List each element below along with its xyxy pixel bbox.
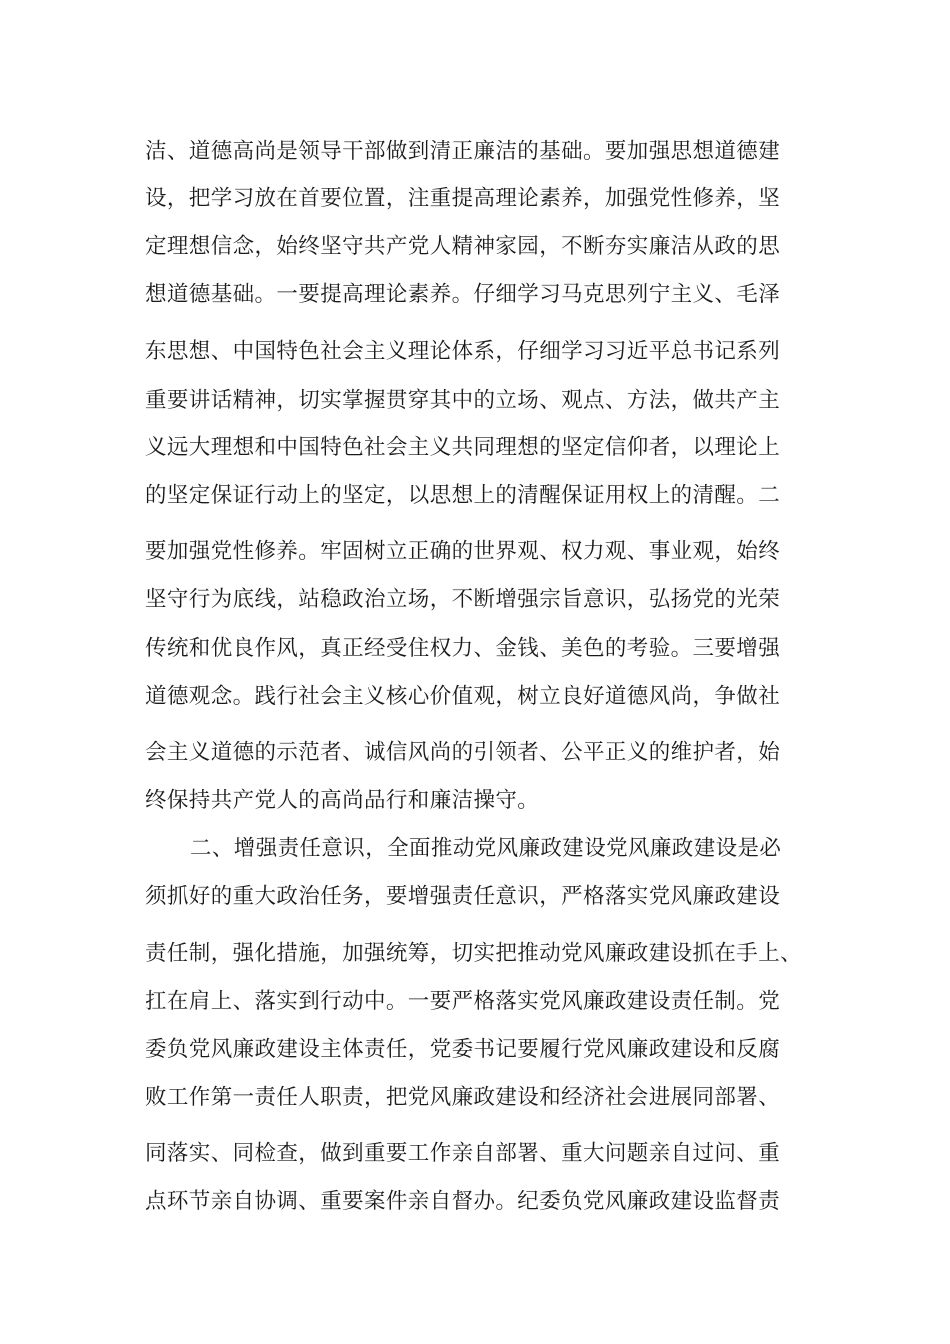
text-line: 败工作第一责任人职责，把党风廉政建设和经济社会进展同部署、	[145, 1085, 781, 1110]
text-line: 扛在肩上、落实到行动中。一要严格落实党风廉政建设责任制。党	[145, 989, 781, 1014]
text-line: 传统和优良作风，真正经受住权力、金钱、美色的考验。三要增强	[145, 636, 781, 661]
text-line: 设，把学习放在首要位置，注重提高理论素养，加强党性修养，坚	[145, 186, 781, 211]
text-line: 道德观念。践行社会主义核心价值观，树立良好道德风尚，争做社	[145, 684, 781, 709]
text-line: 坚守行为底线，站稳政治立场，不断增强宗旨意识，弘扬党的光荣	[145, 587, 781, 612]
text-line: 责任制，强化措施，加强统筹，切实把推动党风廉政建设抓在手上、	[145, 941, 803, 966]
text-line: 的坚定保证行动上的坚定，以思想上的清醒保证用权上的清醒。二	[145, 483, 781, 508]
text-line: 会主义道德的示范者、诚信风尚的引领者、公平正义的维护者，始	[145, 740, 781, 765]
text-line: 要加强党性修养。牢固树立正确的世界观、权力观、事业观，始终	[145, 539, 781, 564]
text-line: 东思想、中国特色社会主义理论体系，仔细学习习近平总书记系列	[145, 339, 781, 364]
text-line: 重要讲话精神，切实掌握贯穿其中的立场、观点、方法，做共产主	[145, 388, 781, 413]
text-line: 同落实、同检查，做到重要工作亲自部署、重大问题亲自过问、重	[145, 1141, 781, 1166]
text-line: 定理想信念，始终坚守共产党人精神家园，不断夯实廉洁从政的思	[145, 234, 781, 259]
text-line: 义远大理想和中国特色社会主义共同理想的坚定信仰者，以理论上	[145, 435, 781, 460]
text-line: 点环节亲自协调、重要案件亲自督办。纪委负党风廉政建设监督责	[145, 1189, 781, 1214]
text-line: 委负党风廉政建设主体责任，党委书记要履行党风廉政建设和反腐	[145, 1037, 781, 1062]
text-line: 终保持共产党人的高尚品行和廉洁操守。	[145, 788, 540, 813]
text-line: 想道德基础。一要提高理论素养。仔细学习马克思列宁主义、毛泽	[145, 282, 781, 307]
text-line: 须抓好的重大政治任务，要增强责任意识，严格落实党风廉政建设	[145, 884, 781, 909]
text-line: 洁、道德高尚是领导干部做到清正廉洁的基础。要加强思想道德建	[145, 139, 781, 164]
paragraph-heading-line: 二、增强责任意识，全面推动党风廉政建设党风廉政建设是必	[190, 836, 782, 861]
